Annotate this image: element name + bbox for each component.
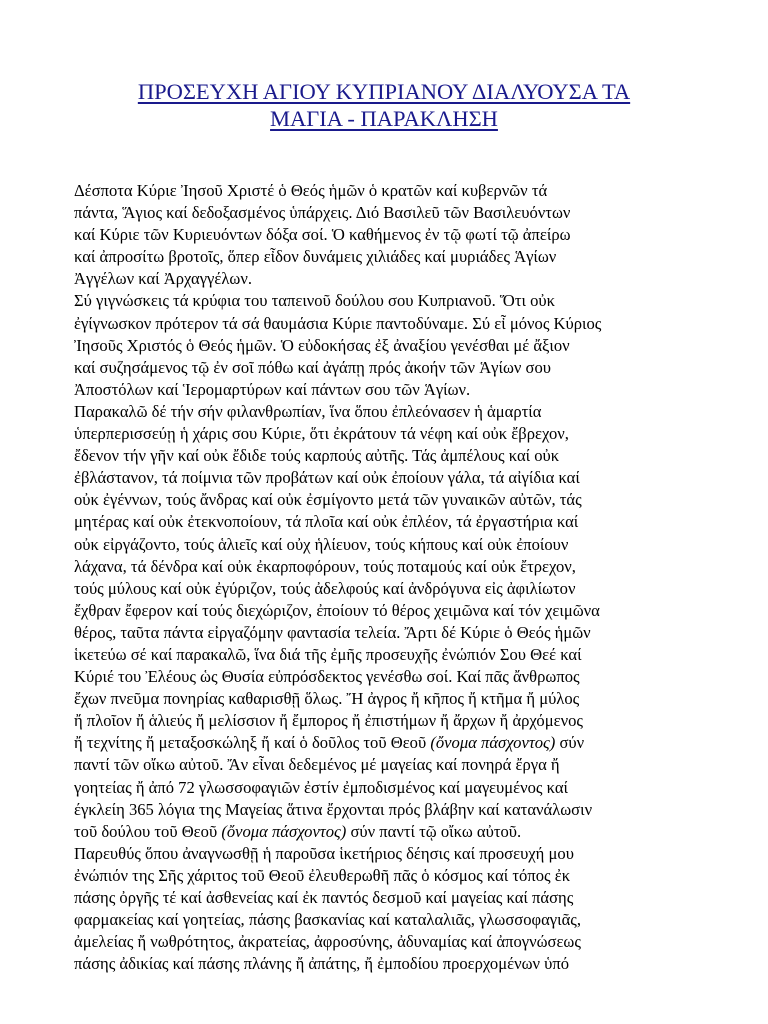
text-line: Ἀγγέλων καί Ἀρχαγγέλων. (74, 269, 252, 289)
text-fragment: τοῦ δούλου τοῦ Θεοῦ (74, 821, 222, 841)
text-line: ἐνώπιόν της Σῆς χάριτος τοῦ Θεοῦ ἐλευθερωθῆ πᾶς ὁ κόσμος καί τόπος ἐκ (74, 865, 571, 885)
text-line: ἀμελείας ἤ νωθρότητος, ἀκρατείας, ἀφροσύνης, ἀδυναμίας καί ἀπογνώσεως (74, 932, 581, 952)
text-line: Παρακαλῶ δέ τήν σήν φιλανθρωπίαν, ἵνα ὅπου ἐπλεόνασεν ἡ ἁμαρτία (74, 401, 542, 421)
text-line: φαρμακείας καί γοητείας, πάσης βασκανίας καί καταλαλιᾶς, γλωσσοφαγιᾶς, (74, 910, 582, 930)
text-line: πάντα, Ἅγιος καί δεδοξασμένος ὑπάρχεις. Διό Βασιλεῦ τῶν Βασιλευόντων (74, 203, 571, 223)
patient-name-placeholder: (ὄνομα πάσχοντος) (221, 821, 347, 841)
prayer-text (74, 180, 692, 975)
text-line: γοητείας ἤ ἀπό 72 γλωσσοφαγιῶν ἐστίν ἐμποδισμένος καί μαγευμένος καί (74, 777, 568, 797)
document-title (60, 78, 708, 132)
text-line (74, 732, 692, 754)
text-line: καί ἀπροσίτω βροτοῖς, ὅπερ εἶδον δυνάμεις χιλιάδες καί μυριάδες Ἁγίων (74, 247, 557, 267)
text-line: έγκλείη 365 λόγια της Μαγείας ἅτινα ἔρχονται πρός βλάβην καί κατανάλωσιν (74, 799, 593, 819)
text-line: λάχανα, τά δένδρα καί οὐκ ἐκαρποφόρουν, τούς ποταμούς καί οὐκ ἔτρεχον, (74, 556, 576, 576)
text-line: πάσης ἀδικίας καί πάσης πλάνης ἤ ἀπάτης, ἤ ἐμποδίου προερχομένων ὑπό (74, 954, 570, 974)
text-line: Κύριέ του Ἐλέους ὡς Θυσία εὐπρόσδεκτος γενέσθω σοί. Καί πᾶς ἄνθρωπος (74, 667, 580, 687)
text-line: ἐβλάστανον, τά ποίμνια τῶν προβάτων καί οὐκ ἐποίουν γάλα, τά αἰγίδια καί (74, 468, 580, 488)
text-line: ἔχθραν ἔφερον καί τούς διεχώριζον, ἐποίουν τό θέρος χειμῶνα καί τόν χειμῶνα (74, 600, 600, 620)
text-line: τούς μύλους καί οὐκ ἐγύριζον, τούς ἀδελφούς καί ἀνδρόγυνα εἰς ἀφιλίωτον (74, 578, 576, 598)
text-line: Σύ γιγνώσκεις τά κρύφια του ταπεινοῦ δούλου σου Κυπριανοῦ. Ὅτι οὐκ (74, 291, 555, 311)
text-line: παντί τῶν οἴκω αὐτοῦ. Ἄν εἶναι δεδεμένος μέ μαγείας καί πονηρά ἔργα ἤ (74, 755, 560, 775)
text-line (74, 821, 692, 843)
text-fragment: σύν (555, 733, 585, 753)
text-line: ἔδενον τήν γῆν καί οὐκ ἔδιδε τούς καρπούς αὐτῆς. Τάς ἀμπέλους καί οὐκ (74, 446, 560, 466)
text-line: Παρευθύς ὅπου ἀναγνωσθῇ ἡ παροῦσα ἱκετήριος δέησις καί προσευχή μου (74, 843, 574, 863)
text-line: Δέσποτα Κύριε Ἰησοῦ Χριστέ ὁ Θεός ἡμῶν ὁ κρατῶν καί κυβερνῶν τά (74, 181, 548, 200)
text-line: ἐγίγνωσκον πρότερον τά σά θαυμάσια Κύριε παντοδύναμε. Σύ εἶ μόνος Κύριος (74, 313, 602, 333)
text-line: καί Κύριε τῶν Κυριευόντων δόξα σοί. Ὁ καθήμενος ἐν τῷ φωτί τῷ ἀπείρω (74, 225, 571, 245)
text-line: καί συζησάμενος τῷ ἐν σοῖ πόθω καί ἀγάπῃ πρός ἀκοήν τῶν Ἁγίων σου (74, 357, 552, 377)
text-line: ἔχων πνεῦμα πονηρίας καθαρισθῇ ὅλως. Ἤ ἀγρος ἤ κῆπος ἤ κτῆμα ἤ μύλος (74, 689, 580, 709)
text-fragment: ἤ τεχνίτης ἤ μεταξοσκώληξ ἤ καί ὁ δοῦλος τοῦ Θεοῦ (74, 733, 431, 753)
text-line: ἱκετεύω σέ καί παρακαλῶ, ἵνα διά τῆς ἐμῆς προσευχῆς ἐνώπιόν Σου Θεέ καί (74, 644, 582, 664)
text-line: πάσης ὀργῆς τέ καί ἀσθενείας καί ἐκ παντός δεσμοῦ καί μαγείας καί πάσης (74, 888, 574, 907)
title-line-1: ΠΡΟΣΕΥΧΗ ΑΓΙΟΥ ΚΥΠΡΙΑΝΟΥ ΔΙΑΛΥΟΥΣΑ ΤΑ (137, 79, 631, 104)
text-line: οὐκ εἰργάζοντο, τούς ἁλιεῖς καί οὐχ ἡλίευον, τούς κήπους καί οὐκ ἐποίουν (74, 534, 569, 554)
text-fragment: σύν παντί τῷ οἴκω αὐτοῦ. (346, 821, 522, 841)
text-line: ἤ πλοῖον ἤ ἁλιεύς ἤ μελίσσιον ἤ ἔμπορος ἤ ἐπιστήμων ἤ ἄρχων ἤ ἀρχόμενος (74, 711, 583, 731)
text-line: Ἀποστόλων καί Ἱερομαρτύρων καί πάντων σου τῶν Ἁγίων. (74, 379, 471, 399)
text-line: οὐκ ἐγέννων, τούς ἄνδρας καί οὐκ ἐσμίγοντο μετά τῶν γυναικῶν αὐτῶν, τάς (74, 490, 582, 510)
text-line: ὑπερπερισσεύῃ ἡ χάρις σου Κύριε, ὅτι ἐκράτουν τά νέφη καί οὐκ ἔβρεχον, (74, 424, 569, 444)
text-line: Ἰησοῦς Χριστός ὁ Θεός ἡμῶν. Ὁ εὐδοκήσας ἐξ ἀναξίου γενέσθαι μέ ἄξιον (74, 335, 570, 355)
text-line: μητέρας καί οὐκ ἐτεκνοποίουν, τά πλοῖα καί οὐκ ἐπλέον, τά ἐργαστήρια καί (74, 512, 579, 532)
patient-name-placeholder: (ὄνομα πάσχοντος) (430, 733, 556, 753)
text-line: θέρος, ταῦτα πάντα εἰργαζόμην φαντασία τελεία. Ἄρτι δέ Κύριε ὁ Θεός ἡμῶν (74, 622, 591, 642)
title-line-2: ΜΑΓΙΑ - ΠΑΡΑΚΛΗΣΗ (270, 106, 498, 131)
